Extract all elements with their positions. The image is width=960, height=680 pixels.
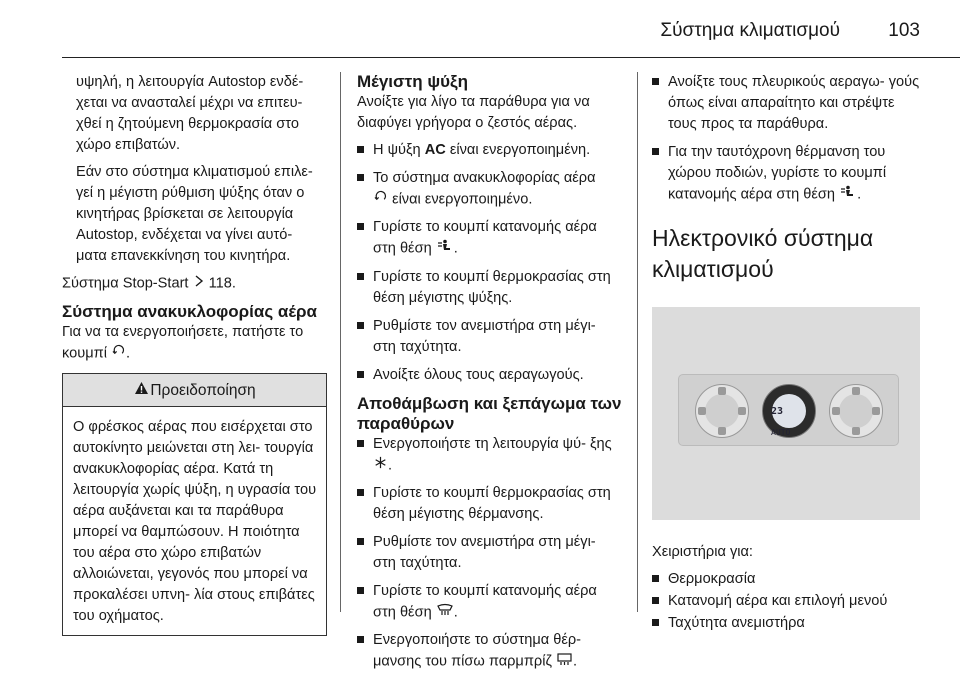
- list-item: Ανοίξτε τους πλευρικούς αεραγω- γούς όπως είναι απαραίτητο και στρέψτε τους προς τα παράθυρα.: [652, 72, 920, 135]
- list-item: Ταχύτητα ανεμιστήρα: [652, 613, 920, 634]
- header-divider: [62, 57, 960, 58]
- recirculation-text: Για να τα ενεργοποιήσετε, πατήστε το κουμπί .: [62, 322, 327, 364]
- list-item: Γυρίστε το κουμπί κατανομής αέρα στη θέση .: [357, 217, 622, 259]
- column-divider: [637, 72, 638, 612]
- list-item: Θερμοκρασία: [652, 569, 920, 590]
- windscreen-defrost-icon: [437, 602, 453, 623]
- air-distribution-icon: [437, 238, 453, 259]
- list-item: Για την ταυτόχρονη θέρμανση του χώρου ποδιών, γυρίστε το κουμπί κατανομής αέρα στη θέση .: [652, 142, 920, 205]
- column-1: [62, 72, 327, 636]
- rear-window-heating-icon: [557, 651, 572, 672]
- list-item: Γυρίστε το κουμπί θερμοκρασίας στη θέση μέγιστης ψύξης.: [357, 267, 622, 309]
- list-item: Γυρίστε το κουμπί κατανομής αέρα στη θέση .: [357, 581, 622, 623]
- air-distribution-icon: [840, 184, 856, 205]
- snowflake-icon: [374, 455, 387, 476]
- column-2: [357, 72, 622, 680]
- list-item: Ρυθμίστε τον ανεμιστήρα στη μέγι- στη ταχύτητα.: [357, 316, 622, 358]
- controls-list: [652, 569, 920, 634]
- warning-triangle-icon: [134, 380, 149, 401]
- list-item: Ενεργοποιήστε το σύστημα θέρ- μανσης του πίσω παρμπρίζ .: [357, 630, 622, 672]
- list-item: Ανοίξτε όλους τους αεραγωγούς.: [357, 365, 622, 386]
- fan-speed-knob: [829, 384, 883, 438]
- recirculation-icon: [112, 343, 125, 364]
- max-cooling-list: [357, 140, 622, 386]
- recirculation-icon: [374, 189, 387, 210]
- side-vents-list: [652, 72, 920, 205]
- list-item: Η ψύξη AC είναι ενεργοποιημένη.: [357, 140, 622, 161]
- list-item: Ρυθμίστε τον ανεμιστήρα στη μέγι- στη ταχύτητα.: [357, 532, 622, 574]
- air-distribution-knob: 23 AUTO: [762, 384, 816, 438]
- paragraph-autostop: υψηλή, η λειτουργία Autostop ενδέ- χεται να ανασταλεί μέχρι να επιτευ- χθεί η ζητούμενη θερμοκρασία στο χώρο επιβατών.: [76, 74, 304, 153]
- page-header: [0, 0, 960, 58]
- climate-control-photo: [652, 307, 920, 520]
- page-number: 103: [888, 20, 920, 41]
- section-heading-max-cooling: Μέγιστη ψύξη: [357, 72, 468, 91]
- section-heading-defrost: Αποθάμβωση και ξεπάγωμα των παραθύρων: [357, 393, 622, 433]
- column-divider: [340, 72, 341, 612]
- arrow-ref-icon: [194, 273, 204, 294]
- section-heading-electronic-climate: Ηλεκτρονικό σύστημα κλιματισμού: [652, 225, 874, 283]
- warning-text: Ο φρέσκος αέρας που εισέρχεται στο αυτοκίνητο μειώνεται στη λει- τουργία ανακυκλοφορίας αέρα. Κατά τη λειτουργία χωρίς ψύξη, η υγρασία του αέρα αυξάνεται και τα παράθυρα μπορεί να θαμπώσουν. Η ποιότητα του αέρα στο χώρο επιβατών αλλοιώνεται, γεγονός που μπορεί να προκαλέσει υπνη- λία στους επιβάτες του οχήματος.: [73, 419, 317, 625]
- control-panel: [678, 374, 899, 446]
- warning-header: Προειδοποίηση: [63, 374, 326, 407]
- page-title: Σύστημα κλιματισμού: [660, 20, 840, 41]
- list-item: Γυρίστε το κουμπί θερμοκρασίας στη θέση μέγιστης θέρμανσης.: [357, 483, 622, 525]
- column-3: [652, 72, 920, 635]
- temperature-knob: [695, 384, 749, 438]
- list-item: Κατανομή αέρα και επιλογή μενού: [652, 591, 920, 612]
- list-item: Το σύστημα ανακυκλοφορίας αέρα είναι ενεργοποιημένο.: [357, 168, 622, 210]
- controls-label: Χειριστήρια για:: [652, 544, 753, 561]
- warning-box: [62, 373, 327, 636]
- list-item: Ενεργοποιήστε τη λειτουργία ψύ- ξης .: [357, 434, 622, 476]
- cross-reference: Σύστημα Stop-Start 118.: [62, 273, 327, 294]
- paragraph-max-cooling-restart: Εάν στο σύστημα κλιματισμού επιλε- γεί η μέγιστη ρύθμιση ψύξης όταν ο κινητήρας βρίσκεται σε λειτουργία Autostop, ενδέχεται να γίνει αυτό- ματα επανεκκίνηση του κινητήρα.: [76, 164, 313, 264]
- max-cooling-intro: Ανοίξτε για λίγο τα παράθυρα για να διαφύγει γρήγορα ο ζεστός αέρας.: [357, 94, 590, 131]
- section-heading-recirculation: Σύστημα ανακυκλοφορίας αέρα: [62, 302, 317, 322]
- defrost-list: [357, 434, 622, 673]
